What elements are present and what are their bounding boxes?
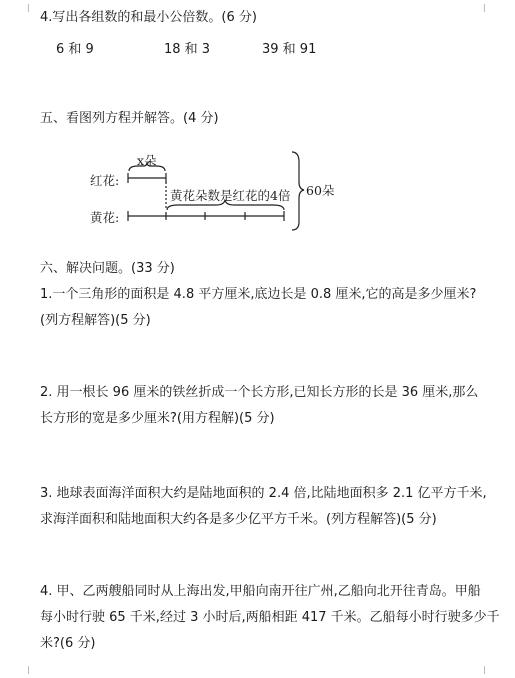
number-pair: 6 和 9 [56, 42, 94, 57]
problem-2-line-1: 2. 用一根长 96 厘米的铁丝折成一个长方形,已知长方形的长是 36 厘米,那么 [40, 385, 479, 400]
problem-4-line-1: 4. 甲、乙两艘船同时从上海出发,甲船向南开往广州,乙船向北开往青岛。甲船 [40, 584, 481, 599]
problem-2-line-2: 长方形的宽是多少厘米?(用方程解)(5 分) [40, 411, 275, 426]
section-6-title: 六、解决问题。(33 分) [40, 261, 175, 276]
problem-4-line-3: 米?(6 分) [40, 636, 96, 651]
page-corner-mark [484, 4, 493, 12]
line-segment-diagram [80, 148, 360, 244]
page-corner-mark [484, 666, 493, 674]
number-pair: 18 和 3 [164, 42, 211, 57]
page-corner-mark [20, 666, 29, 674]
yellow-flower-label: 黄花: [90, 210, 120, 225]
number-pair: 39 和 91 [262, 42, 317, 57]
page-corner-mark [20, 4, 29, 12]
total-brace [292, 152, 304, 230]
section-4-title: 4.写出各组数的和最小公倍数。(6 分) [40, 10, 257, 25]
total-label: 60朵 [306, 183, 335, 198]
x-label: x朵 [137, 153, 157, 168]
problem-4-line-2: 每小时行驶 65 千米,经过 3 小时后,两船相距 417 千米。乙船每小时行驶多少千 [40, 610, 500, 625]
problem-1-line-2: (列方程解答)(5 分) [40, 313, 151, 328]
problem-3-line-2: 求海洋面积和陆地面积大约各是多少亿平方千米。(列方程解答)(5 分) [40, 512, 437, 527]
red-flower-label: 红花: [90, 173, 120, 188]
problem-1-line-1: 1.一个三角形的面积是 4.8 平方厘米,底边长是 0.8 厘米,它的高是多少厘米? [40, 287, 477, 302]
problem-3-line-1: 3. 地球表面海洋面积大约是陆地面积的 2.4 倍,比陆地面积多 2.1 亿平方千米, [40, 486, 487, 501]
number-pairs [56, 38, 356, 56]
section-5-title: 五、看图列方程并解答。(4 分) [40, 111, 219, 126]
multiple-note: 黄花朵数是红花的4倍 [170, 188, 291, 203]
